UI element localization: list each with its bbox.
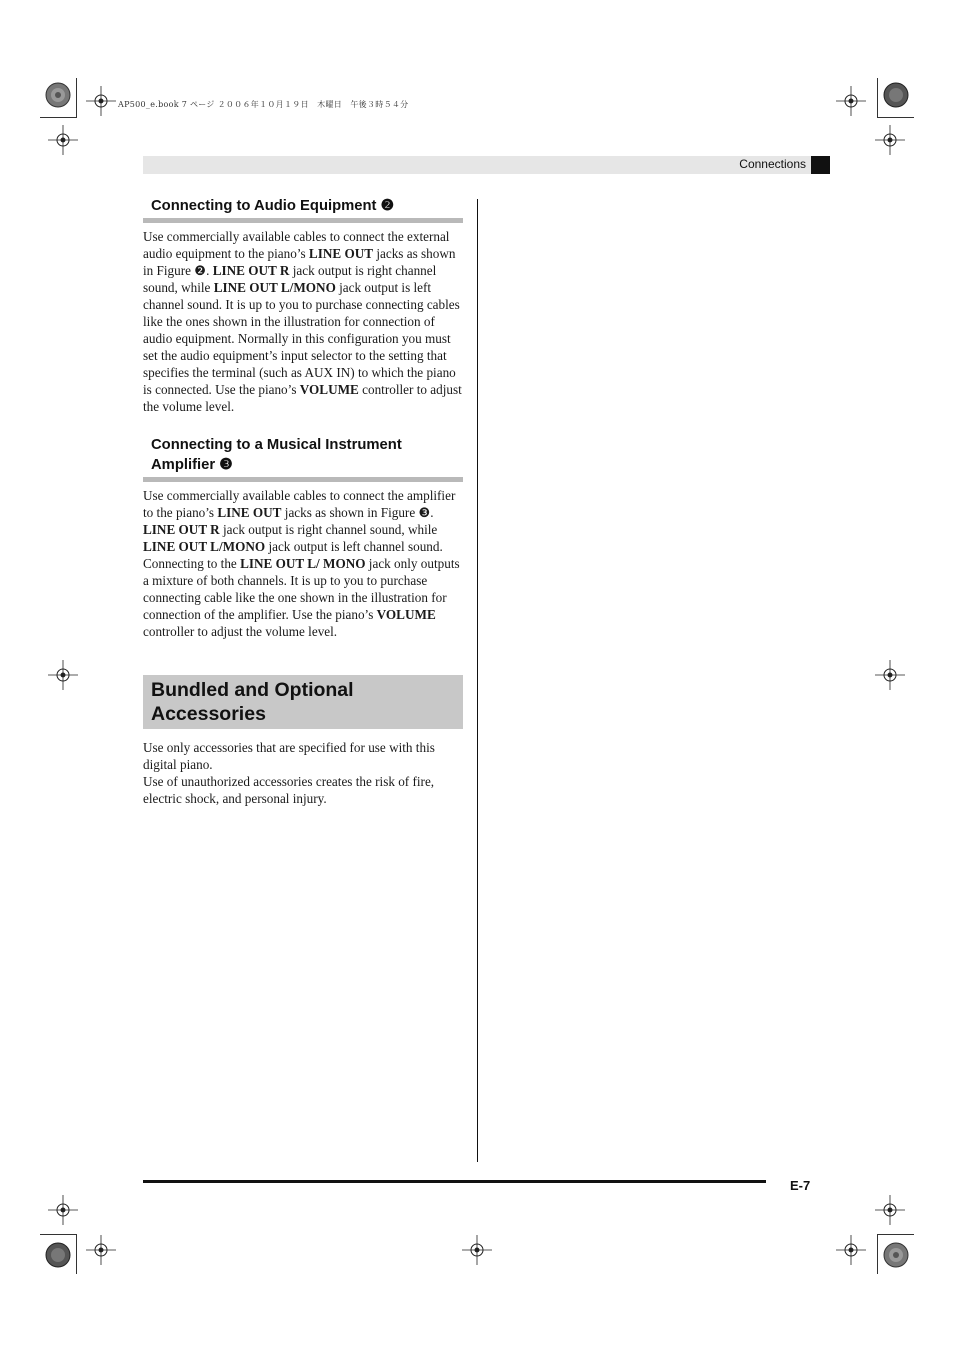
registration-crosshair-icon [462, 1235, 492, 1265]
crop-line [76, 1234, 77, 1274]
running-header-bar [143, 156, 830, 174]
crop-line [878, 1234, 914, 1235]
text-run-bold: LINE OUT [308, 246, 374, 261]
text-run-bold: LINE OUT L/MONO [213, 280, 336, 295]
paragraph-accessories-2: Use of unauthorized accessories creates the risk of fire, electric shock, and personal injury. [143, 774, 435, 806]
registration-crosshair-icon [48, 1195, 78, 1225]
crop-line [878, 117, 914, 118]
registration-crosshair-icon [86, 1235, 116, 1265]
crop-line [877, 1234, 878, 1274]
text-run: jacks as shown in Figure ❷. [143, 246, 456, 278]
running-header-tab [811, 156, 830, 174]
text-run: jack output is right channel sound, while [219, 522, 438, 537]
page-number: E-7 [790, 1178, 811, 1193]
print-metadata: AP500_e.book 7 ページ ２００６年１０月１９日 木曜日 午後３時５４分 [118, 100, 409, 109]
crop-line [76, 78, 77, 118]
registration-crosshair-icon [86, 86, 116, 116]
text-run: controller to adjust the volume level. [143, 382, 462, 414]
text-run: Use commercially available cables to connect the amplifier to the piano’s [143, 488, 456, 520]
text-run: controller to adjust the volume level. [143, 624, 338, 639]
registration-crosshair-icon [836, 86, 866, 116]
text-run-bold: LINE OUT [217, 505, 282, 520]
text-run: jack only outputs a mixture of both channels. It is up to you to purchase connecting cable like the one shown in the illustration for connection of the amplifier. Use the piano’s [143, 556, 460, 622]
registration-crosshair-icon [875, 125, 905, 155]
text-run: jacks as shown in Figure ❸. [281, 505, 434, 520]
heading-instrument-amplifier-line1: Connecting to a Musical Instrument [151, 437, 402, 453]
crop-line [40, 117, 76, 118]
registration-crosshair-icon [836, 1235, 866, 1265]
text-run: jack output is left channel sound. Connecting to the [143, 539, 443, 571]
paragraph-accessories-1: Use only accessories that are specified for use with this digital piano. [143, 740, 435, 772]
color-target-icon [45, 82, 71, 113]
crop-line [40, 1234, 76, 1235]
text-run-bold: LINE OUT R [212, 263, 290, 278]
paragraph-audio-equipment [143, 228, 463, 415]
heading-audio-equipment-text: Connecting to Audio Equipment ❷ [151, 198, 394, 214]
registration-crosshair-icon [48, 125, 78, 155]
heading-bundled-accessories-line2: Accessories [151, 703, 266, 725]
column-divider [477, 199, 478, 1162]
footer-rule [143, 1180, 766, 1183]
text-run-bold: LINE OUT L/MONO [143, 539, 266, 554]
running-header-label: Connections [739, 157, 806, 171]
registration-crosshair-icon [875, 1195, 905, 1225]
heading-bundled-accessories-line1: Bundled and Optional [151, 679, 354, 701]
left-column [143, 196, 463, 807]
text-run: jack output is left channel sound. It is up to you to purchase connecting cables like the ones shown in the illustration for connection of audio equipment. Normally in this configuration you must set the audio equipment’s input selector to the setting that specifies the terminal (such as AUX IN) to which the piano is connected. Use the piano’s [143, 280, 460, 397]
text-run-bold: LINE OUT L/ MONO [240, 556, 366, 571]
heading-audio-equipment [143, 196, 463, 223]
color-target-icon [883, 82, 909, 113]
heading-instrument-amplifier-line2: Amplifier ❸ [151, 457, 233, 473]
paragraph-instrument-amplifier [143, 487, 463, 640]
text-run: Use commercially available cables to connect the external audio equipment to the piano’s [143, 229, 450, 261]
text-run-bold: VOLUME [299, 382, 359, 397]
text-run-bold: LINE OUT R [143, 522, 220, 537]
color-target-icon [883, 1242, 909, 1273]
text-run: jack output is right channel sound, while [143, 263, 437, 295]
heading-instrument-amplifier [143, 435, 463, 482]
heading-bundled-accessories [143, 675, 463, 729]
text-run-bold: VOLUME [376, 607, 436, 622]
color-target-icon [45, 1242, 71, 1273]
crop-line [877, 78, 878, 118]
registration-crosshair-icon [875, 660, 905, 690]
registration-crosshair-icon [48, 660, 78, 690]
